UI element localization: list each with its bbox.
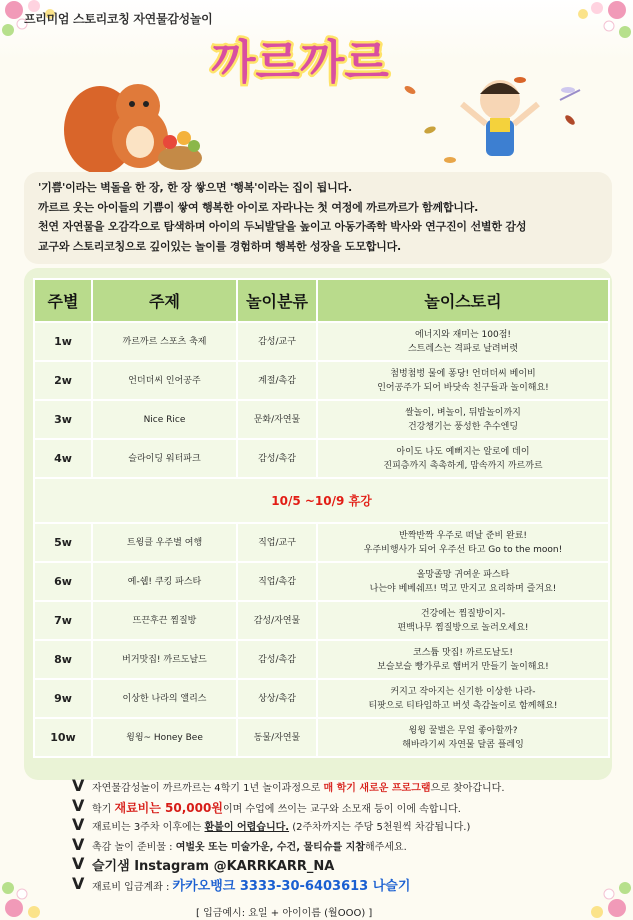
topic-cell: Nice Rice — [92, 400, 237, 439]
story-line: 반짝반짝 우주로 떠날 준비 완료! — [398, 530, 528, 541]
story-cell — [317, 562, 609, 601]
table-row — [34, 640, 609, 679]
category-cell: 직업/촉감 — [237, 562, 317, 601]
week-cell: 8w — [34, 640, 92, 679]
story-line: 해바라기씨 자연물 달콤 플레잉 — [402, 739, 524, 750]
story-line: 우주비행사가 되어 우주선 타고 Go to the moon! — [363, 544, 563, 555]
table-body-second — [34, 523, 609, 757]
table-body-first — [34, 322, 609, 478]
story-line: 올망졸망 귀여운 파스타 — [416, 569, 510, 580]
checkmark-icon: V — [72, 834, 85, 854]
week-cell: 6w — [34, 562, 92, 601]
squirrel-icon — [64, 84, 168, 174]
story-cell — [317, 679, 609, 718]
note-item: V 자연물감성놀이 까르까르는 4학기 1년 놀이과정으로 매 학기 새로운 프로그램으로 찾아갑니다. — [72, 776, 505, 795]
checkmark-icon: V — [72, 815, 85, 834]
topic-cell: 트윙클 우주별 여행 — [92, 523, 237, 562]
topic-cell: 윙윙~ Honey Bee — [92, 718, 237, 757]
story-line: 인어공주가 되어 바닷속 친구들과 놀이해요! — [377, 382, 549, 393]
table-row — [34, 361, 609, 400]
category-cell: 감성/교구 — [237, 322, 317, 361]
table-row — [34, 562, 609, 601]
topic-cell: 언더더씨 인어공주 — [92, 361, 237, 400]
table-row — [34, 523, 609, 562]
intro-line: 까르르 웃는 아이들의 기쁨이 쌓여 행복한 아이로 자라나는 첫 여정에 까르까르가 함께합니다. — [38, 200, 479, 214]
story-cell — [317, 322, 609, 361]
checkmark-icon: V — [72, 795, 85, 815]
note-item: V 재료비는 3주차 이후에는 환불이 어렵습니다. (2주차까지는 주당 5천원씩 차감됩니다.) — [72, 815, 471, 834]
category-cell: 직업/교구 — [237, 523, 317, 562]
dragonfly-icon — [560, 87, 580, 100]
story-cell — [317, 439, 609, 478]
story-line: 아이도 나도 예뻐지는 알로에 데이 — [396, 446, 530, 457]
story-cell — [317, 601, 609, 640]
intro-line: '기쁨'이라는 벽돌을 한 장, 한 장 쌓으면 '행복'이라는 집이 됩니다. — [38, 181, 352, 194]
week-cell: 4w — [34, 439, 92, 478]
column-header-topic: 주제 — [92, 279, 237, 322]
story-line: 나는야 베베쉐프! 먹고 만지고 요리하며 즐겨요! — [369, 583, 557, 594]
note-item: V 학기 재료비는 50,000원이며 수업에 쓰이는 교구와 소모재 등이 이에 속합니다. — [72, 795, 461, 815]
week-cell: 2w — [34, 361, 92, 400]
intro-box — [24, 172, 612, 264]
story-line: 티팟으로 티타임하고 버섯 촉감놀이로 함께해요! — [368, 700, 558, 711]
story-line: 보슬보슬 빵가루로 햄버거 만들기 놀이해요! — [377, 661, 549, 672]
story-line: 커지고 작아지는 신기한 이상한 나라- — [390, 686, 536, 697]
table-row — [34, 679, 609, 718]
table-row — [34, 322, 609, 361]
story-line: 건강에는 찜질방이지- — [420, 608, 506, 619]
table-header-row — [34, 279, 609, 322]
week-cell: 5w — [34, 523, 92, 562]
topic-cell: 이상한 나라의 앨리스 — [92, 679, 237, 718]
page-title: 프리미엄 스토리코칭 자연물감성놀이 — [24, 12, 213, 26]
table-row — [34, 439, 609, 478]
table-row — [34, 718, 609, 757]
category-cell: 문화/자연물 — [237, 400, 317, 439]
category-cell: 계절/촉감 — [237, 361, 317, 400]
column-header-story: 놀이스토리 — [317, 279, 609, 322]
table-row — [34, 400, 609, 439]
topic-cell: 버거맛집! 까르도날드 — [92, 640, 237, 679]
story-line: 코스튬 맛집! 까르도날도! — [413, 647, 513, 658]
checkmark-icon: V — [72, 873, 85, 893]
child-icon — [462, 80, 538, 156]
week-cell: 10w — [34, 718, 92, 757]
story-line: 첨벙첨벙 물에 퐁당! 언더더씨 베이비 — [390, 368, 536, 379]
week-cell: 1w — [34, 322, 92, 361]
topic-cell: 예-쉡! 쿠킹 파스타 — [92, 562, 237, 601]
week-cell: 3w — [34, 400, 92, 439]
week-cell: 7w — [34, 601, 92, 640]
checkmark-icon: V — [72, 776, 85, 795]
note-item: V 재료비 입금계좌 : 카카오뱅크 3333-30-6403613 나슬기 — [72, 873, 411, 894]
note-item: V 슬기샘 Instagram @KARRKARR_NA — [72, 854, 335, 874]
story-line: 윙윙 꿀벌은 무얼 좋아할까? — [408, 725, 518, 736]
week-cell: 9w — [34, 679, 92, 718]
story-line: 쌀놀이, 벼놀이, 뒤밥놀이까지 — [405, 407, 521, 418]
category-cell: 감성/자연물 — [237, 601, 317, 640]
story-cell — [317, 523, 609, 562]
story-cell — [317, 640, 609, 679]
deposit-example: [ 입금예시: 요일 + 아이이름 (월OOO) ] — [196, 908, 373, 919]
topic-cell: 슬라이딩 워터파크 — [92, 439, 237, 478]
intro-line: 천연 자연물을 오감각으로 탐색하며 아이의 두뇌발달을 높이고 아동가족학 박사와 연구진이 선별한 감성 — [38, 220, 527, 233]
schedule-table — [33, 278, 610, 758]
notes-list — [72, 776, 598, 896]
checkmark-icon: V — [72, 854, 85, 873]
story-cell — [317, 361, 609, 400]
topic-cell: 까르까르 스포츠 축제 — [92, 322, 237, 361]
story-cell — [317, 400, 609, 439]
story-line: 편백나무 찜질방으로 놀러오세요! — [397, 622, 529, 633]
category-cell: 동물/자연물 — [237, 718, 317, 757]
category-cell: 감성/촉감 — [237, 439, 317, 478]
intro-line: 교구와 스토리코칭으로 깊이있는 놀이를 경험하며 행복한 성장을 도모합니다. — [38, 239, 402, 253]
holiday-label: 10/5 ~10/9 휴강 — [34, 478, 609, 523]
category-cell: 상상/촉감 — [237, 679, 317, 718]
holiday-row — [34, 478, 609, 523]
story-line: 스트레스는 격파로 날려버렷 — [407, 343, 519, 354]
story-line: 건강챙기는 풍성한 추수엔딩 — [407, 421, 519, 432]
story-cell — [317, 718, 609, 757]
note-item: V 촉감 놀이 준비물 : 여벌옷 또는 미술가운, 수건, 물티슈를 지참해주세요. — [72, 834, 407, 854]
karrkarr-logo — [190, 20, 410, 100]
topic-cell: 뜨끈후끈 찜질방 — [92, 601, 237, 640]
column-header-week: 주별 — [34, 279, 92, 322]
column-header-category: 놀이분류 — [237, 279, 317, 322]
category-cell: 감성/촉감 — [237, 640, 317, 679]
logo-text: 까르까르 — [211, 35, 389, 89]
table-row — [34, 601, 609, 640]
story-line: 진피층까지 촉촉하게, 맘속까지 까르까르 — [383, 460, 543, 471]
story-line: 에너지와 재미는 100점! — [414, 329, 512, 340]
